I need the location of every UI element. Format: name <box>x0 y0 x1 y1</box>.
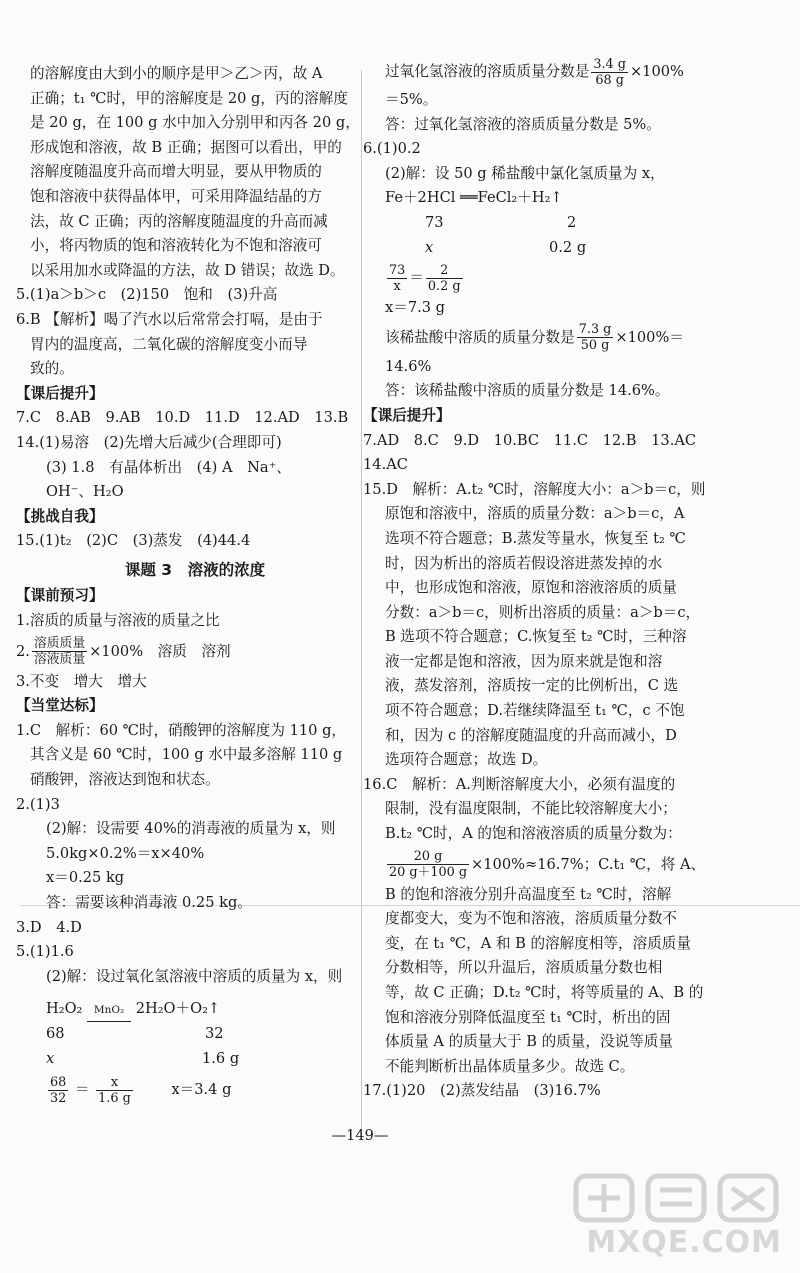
section-heading: 【当堂达标】 <box>16 697 104 715</box>
answer-line: 过氧化氢溶液的溶质质量分数是 $\frac{3.4 g}{68 g}$ ×100% <box>385 56 684 88</box>
answers-7-13: 7.C 8.AB 9.AB 10.D 11.D 12.AD 13.B <box>16 409 349 427</box>
text-line: 形成饱和溶液，故 B 正确；据图可以看出，甲的 <box>30 138 342 156</box>
preview-2: 2. $\frac{\text{溶质质量}}{\text{溶液质量}}$ ×100% 溶质 溶剂 <box>16 636 231 668</box>
text-line: 的溶解度由大到小的顺序是甲＞乙＞丙，故 A <box>30 65 323 82</box>
answer-15-line: B 选项不符合题意；C.恢复至 t₂ ℃时，三种溶 <box>385 628 687 646</box>
catalyst-arrow: MnO₂ <box>87 1011 131 1022</box>
class-1-line: 1.C 解析：60 ℃时，硝酸钾的溶解度为 110 g， <box>16 721 347 739</box>
answer-line: 14.6% <box>385 357 432 375</box>
text-line: 正确；t₁ ℃时，甲的溶解度是 20 g，丙的溶解度 <box>30 89 348 107</box>
mass-row: x 1.6 g <box>46 1049 240 1067</box>
answer-14: (3) 1.8 有晶体析出 (4) A Na⁺、 <box>46 458 291 476</box>
class-5: (2)解：设过氧化氢溶液中溶质的质量为 x，则 <box>46 967 343 985</box>
answer-15-line: 中，也形成饱和溶液，原饱和溶液溶质的质量 <box>385 579 677 597</box>
answer-line: 该稀盐酸中溶质的质量分数是 $\frac{7.3 g}{50 g}$ ×100%＝ <box>385 322 684 354</box>
answer-16-line: 分数相等，所以升温后，溶质质量分数也相 <box>385 959 663 977</box>
answer-15-line: 时，因为析出的溶质若假设溶进蒸发掉的水 <box>385 554 663 572</box>
answer-17: 17.(1)20 (2)蒸发结晶 (3)16.7% <box>363 1082 601 1100</box>
section-heading: 【课前预习】 <box>16 587 104 605</box>
answer-6: 6.(1)0.2 <box>363 140 421 158</box>
page-number: —149— <box>331 1128 389 1144</box>
watermark <box>556 1170 792 1270</box>
answer-line: ＝5%。 <box>385 91 438 108</box>
answer-line: 答：过氧化氢溶液的溶质质量分数是 5%。 <box>385 115 661 133</box>
text-line: 饱和溶液中获得晶体甲，可采用降温结晶的方 <box>30 187 322 205</box>
fraction: $\frac{\text{溶质质量}}{\text{溶液质量}}$ <box>33 636 86 668</box>
text-line: 以采用加水或降温的方法，故 D 错误；故选 D。 <box>30 261 345 279</box>
molar-mass-row: 73 2 <box>425 213 577 231</box>
class-3-4: 3.D 4.D <box>16 918 82 936</box>
chemical-equation: Fe＋2HCl ══FeCl₂＋H₂↑ <box>385 189 563 207</box>
answer-16-line: B.t₂ ℃时，A 的饱和溶液溶质的质量分数为： <box>385 825 682 843</box>
answer-16-line: 度都变大，变为不饱和溶液，溶质质量分数不 <box>385 910 677 928</box>
answer-15-line: 原饱和溶液中，溶质的质量分数：a＞b＝c，A <box>385 505 685 523</box>
answer-16-line: 变，在 t₁ ℃，A 和 B 的溶解度相等，溶质质量 <box>385 934 691 952</box>
class-2: 2.(1)3 <box>16 795 60 813</box>
watermark-text: MXQE.COM <box>586 1225 782 1260</box>
text-line: 溶解度随温度升高而增大明显，要从甲物质的 <box>30 163 322 181</box>
chemical-equation: H₂O₂ MnO₂ 2H₂O＋O₂↑ <box>30 989 360 1022</box>
class-1-line: 硝酸钾，溶液达到饱和状态。 <box>30 771 220 789</box>
mass-row: x 0.2 g <box>425 238 587 256</box>
text-line: 是 20 g，在 100 g 水中加入分别甲和丙各 20 g， <box>30 114 360 132</box>
column-divider <box>361 70 362 1130</box>
class-2: (2)解：设需要 40%的消毒液的质量为 x，则 <box>46 820 336 838</box>
preview-1: 1.溶质的质量与溶液的质量之比 <box>16 612 220 630</box>
right-column <box>363 56 711 1104</box>
answer-15-line: 15.D 解析：A.t₂ ℃时，溶解度大小：a＞b＝c，则 <box>363 480 706 498</box>
answers-7-13: 7.AD 8.C 9.D 10.BC 11.C 12.B 13.AC <box>363 431 697 449</box>
answer-line: 答：该稀盐酸中溶质的质量分数是 14.6%。 <box>385 382 670 400</box>
section-heading: 【课后提升】 <box>363 406 451 424</box>
answer-6-line: 致的。 <box>30 360 74 378</box>
proportion: $\frac{68}{32}$ ＝ $\frac{x}{1.6 g}$ x＝3.4 g <box>50 1074 232 1106</box>
answer-14: OH⁻、H₂O <box>46 483 124 501</box>
preview-3: 3.不变 增大 增大 <box>16 672 147 690</box>
class-2: 答：需要该种消毒液 0.25 kg。 <box>46 894 252 911</box>
text-line: 法，故 C 正确；丙的溶解度随温度的升高而减 <box>30 212 328 230</box>
answer-line: x＝7.3 g <box>385 299 446 317</box>
class-1-line: 其含义是 60 ℃时，100 g 水中最多溶解 110 g <box>30 746 343 764</box>
answer-16-line: 等，故 C 正确；D.t₂ ℃时，将等质量的 A、B 的 <box>385 984 704 1001</box>
lesson-title: 课题 3 溶液的浓度 <box>124 560 266 579</box>
answer-6: (2)解：设 50 g 稀盐酸中氯化氢质量为 x， <box>385 164 665 182</box>
answer-6-line: 胃内的温度高，二氧化碳的溶解度变小而导 <box>30 335 308 353</box>
left-column <box>16 62 360 1109</box>
answer-15-line: 分数：a＞b＝c，则析出溶质的质量：a＞b＝c， <box>385 603 701 621</box>
section-heading: 【课后提升】 <box>16 384 104 402</box>
answer-16-line: B 的饱和溶液分别升高温度至 t₂ ℃时，溶解 <box>385 885 672 903</box>
answer-15-line: 选项符合题意；故选 D。 <box>385 751 548 769</box>
answer-16-line: 饱和溶液分别降低温度至 t₁ ℃时，析出的固 <box>385 1008 671 1026</box>
class-2: x＝0.25 kg <box>46 869 125 887</box>
answer-15-line: 选项不符合题意；B.蒸发等量水，恢复至 t₂ ℃ <box>385 529 686 547</box>
answer-14: 14.AC <box>363 456 408 474</box>
answer-16-line: 16.C 解析：A.判断溶解度大小，必须有温度的 <box>363 775 676 793</box>
watermark-logo-icon <box>566 1170 786 1226</box>
answer-15-line: 液一定都是饱和溶液，因为原来就是饱和溶 <box>385 652 663 670</box>
answer-5: 5.(1)a＞b＞c (2)150 饱和 (3)升高 <box>16 286 278 304</box>
answer-15-line: 项不符合题意；D.若继续降温至 t₁ ℃，c 不饱 <box>385 702 685 720</box>
answer-16-line: 体质量 A 的质量大于 B 的质量，没说等质量 <box>385 1033 673 1051</box>
answer-16-line: 限制，没有温度限制，不能比较溶解度大小； <box>385 800 677 818</box>
answer-15-line: 液，蒸发溶剂，溶质按一定的比例析出，C 选 <box>385 677 679 695</box>
answer-15: 15.(1)t₂ (2)C (3)蒸发 (4)44.4 <box>16 532 251 550</box>
section-heading: 【挑战自我】 <box>16 507 104 525</box>
answer-16-line: 不能判断析出晶体质量多少。故选 C。 <box>385 1057 635 1075</box>
text-line: 小，将丙物质的饱和溶液转化为不饱和溶液可 <box>30 237 322 255</box>
answer-16-fraction: $\frac{20 g}{20 g+100 g}$ ×100%≈16.7%；C.t₁ ℃，将 A、 <box>389 849 706 881</box>
class-2: 5.0kg×0.2%＝x×40% <box>46 844 205 862</box>
answer-14: 14.(1)易溶 (2)先增大后减少(合理即可) <box>16 433 282 451</box>
proportion: $\frac{73}{x}$ ＝ $\frac{2}{0.2 g}$ <box>389 262 461 294</box>
answer-6-line: 6.B 【解析】喝了汽水以后常常会打嗝，是由于 <box>16 310 323 328</box>
molar-mass-row: 68 32 <box>46 1024 224 1042</box>
answer-15-line: 和，因为 c 的溶解度随温度的升高而减小，D <box>385 726 677 744</box>
class-5: 5.(1)1.6 <box>16 943 74 961</box>
